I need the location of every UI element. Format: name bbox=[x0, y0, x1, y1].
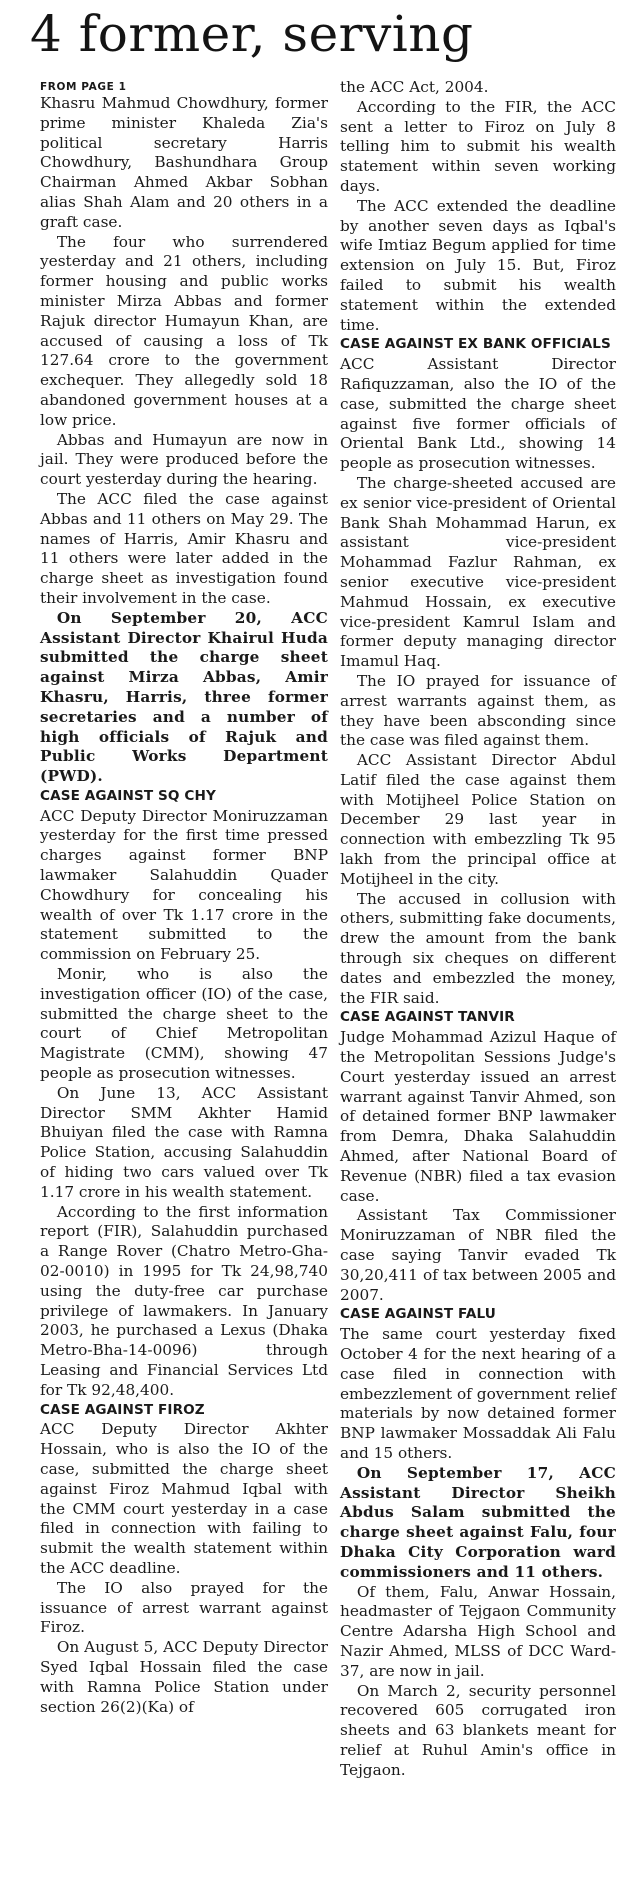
paragraph: ACC Deputy Director Moniruzzaman yesterday for the first time pressed charges against former BNP lawmaker Salahuddin Quader Chowdhury for concealing his wealth of over Tk 1.17 crore in the statement submitted to the commission on February 25. bbox=[40, 806, 328, 964]
article-column-right bbox=[340, 78, 616, 1781]
subhead-case-falu: CASE AGAINST FALU bbox=[340, 1306, 496, 1323]
paragraph: According to the first information report (FIR), Salahuddin purchased a Range Rover (Chatro Metro-Gha-02-0010) in 1995 for Tk 24,98,740 using the duty-free car purchase privilege of lawmakers. In January 2003, he purchased a Lexus (Dhaka Metro-Bha-14-0096) through Leasing and Financial Services Ltd for Tk 92,48,400. bbox=[40, 1202, 328, 1399]
paragraph: Monir, who is also the investigation officer (IO) of the case, submitted the charge sheet to the court of Chief Metropolitan Magistrate (CMM), showing 47 people as prosecution witnesses. bbox=[40, 965, 328, 1083]
headline: 4 former, serving bbox=[30, 5, 474, 63]
paragraph: the ACC Act, 2004. bbox=[340, 78, 489, 96]
paragraph: On September 17, ACC Assistant Director Sheikh Abdus Salam submitted the charge sheet against Falu, four Dhaka City Corporation ward commissioners and 11 others. bbox=[340, 1463, 616, 1581]
paragraph: The charge-sheeted accused are ex senior vice-president of Oriental Bank Shah Mohammad Harun, ex assistant vice-president Mohammad Fazlur Rahman, ex senior executive vice-president Mahmud Hossain, ex executive vice-president Kamrul Islam and former deputy managing director Imamul Haq. bbox=[340, 473, 616, 671]
paragraph: ACC Assistant Director Rafiquzzaman, also the IO of the case, submitted the charge sheet against five former officials of Oriental Bank Ltd., showing 14 people as prosecution witnesses. bbox=[340, 355, 616, 473]
paragraph: On September 20, ACC Assistant Director Khairul Huda submitted the charge sheet against Mirza Abbas, Amir Khasru, Harris, three former secretaries and a number of high officials of Rajuk and Public Works Department (PWD). bbox=[40, 608, 328, 786]
paragraph: The IO also prayed for the issuance of arrest warrant against Firoz. bbox=[40, 1578, 328, 1637]
subhead-case-ex-bank-officials: CASE AGAINST EX BANK OFFICIALS bbox=[340, 336, 611, 353]
subhead-case-firoz: CASE AGAINST FIROZ bbox=[40, 1401, 205, 1418]
paragraph: On March 2, security personnel recovered 605 corrugated iron sheets and 63 blankets meant for relief at Ruhul Amin's office in Tejgaon. bbox=[340, 1681, 616, 1779]
paragraph: The IO prayed for issuance of arrest warrants against them, as they have been absconding since the case was filed against them. bbox=[340, 671, 616, 750]
from-page-label: FROM PAGE 1 bbox=[40, 81, 127, 93]
paragraph: On June 13, ACC Assistant Director SMM Akhter Hamid Bhuiyan filed the case with Ramna Police Station, accusing Salahuddin of hiding two cars valued over Tk 1.17 crore in his wealth statement. bbox=[40, 1083, 328, 1201]
subhead-case-sq-chy: CASE AGAINST SQ CHY bbox=[40, 787, 216, 804]
paragraph: Assistant Tax Commissioner Moniruzzaman of NBR filed the case saying Tanvir evaded Tk 30,20,411 of tax between 2005 and 2007. bbox=[340, 1206, 616, 1304]
paragraph: Abbas and Humayun are now in jail. They were produced before the court yesterday during the hearing. bbox=[40, 430, 328, 489]
article-column-left bbox=[40, 80, 328, 1717]
paragraph: According to the FIR, the ACC sent a letter to Firoz on July 8 telling him to submit his wealth statement within seven working days. bbox=[340, 97, 616, 195]
paragraph: The same court yesterday fixed October 4 for the next hearing of a case filed in connection with embezzlement of government relief materials by now detained former BNP lawmaker Mossaddak Ali Falu and 15 others. bbox=[340, 1325, 616, 1462]
paragraph: Khasru Mahmud Chowdhury, former prime minister Khaleda Zia's political secretary Harris Chowdhury, Bashundhara Group Chairman Ahmed Akbar Sobhan alias Shah Alam and 20 others in a graft case. bbox=[40, 94, 328, 231]
paragraph: On August 5, ACC Deputy Director Syed Iqbal Hossain filed the case with Ramna Police Station under section 26(2)(Ka) of bbox=[40, 1638, 328, 1716]
paragraph: The ACC extended the deadline by another seven days as Iqbal's wife Imtiaz Begum applied for time extension on July 15. But, Firoz failed to submit his wealth statement within the extended time. bbox=[340, 196, 616, 334]
paragraph: The ACC filed the case against Abbas and 11 others on May 29. The names of Harris, Amir Khasru and 11 others were later added in the charge sheet as investigation found their involvement in the case. bbox=[40, 489, 328, 607]
paragraph: ACC Assistant Director Abdul Latif filed the case against them with Motijheel Police Station on December 29 last year in connection with embezzling Tk 95 lakh from the principal office at Motijheel in the city. bbox=[340, 751, 616, 888]
paragraph: ACC Deputy Director Akhter Hossain, who is also the IO of the case, submitted the charge sheet against Firoz Mahmud Iqbal with the CMM court yesterday in a case filed in connection with failing to submit the wealth statement within the ACC deadline. bbox=[40, 1420, 328, 1577]
paragraph: The accused in collusion with others, submitting fake documents, drew the amount from the bank through six cheques on different dates and embezzled the money, the FIR said. bbox=[340, 889, 616, 1007]
paragraph: The four who surrendered yesterday and 21 others, including former housing and public works minister Mirza Abbas and former Rajuk director Humayun Khan, are accused of causing a loss of Tk 127.64 crore to the government exchequer. They allegedly sold 18 abandoned government houses at a low price. bbox=[40, 232, 328, 429]
paragraph: Judge Mohammad Azizul Haque of the Metropolitan Sessions Judge's Court yesterday issued an arrest warrant against Tanvir Ahmed, son of detained former BNP lawmaker from Demra, Dhaka Salahuddin Ahmed, after National Board of Revenue (NBR) filed a tax evasion case. bbox=[340, 1028, 616, 1205]
subhead-case-tanvir: CASE AGAINST TANVIR bbox=[340, 1009, 515, 1026]
paragraph: Of them, Falu, Anwar Hossain, headmaster of Tejgaon Community Centre Adarsha High School and Nazir Ahmed, MLSS of DCC Ward-37, are now in jail. bbox=[340, 1582, 616, 1680]
